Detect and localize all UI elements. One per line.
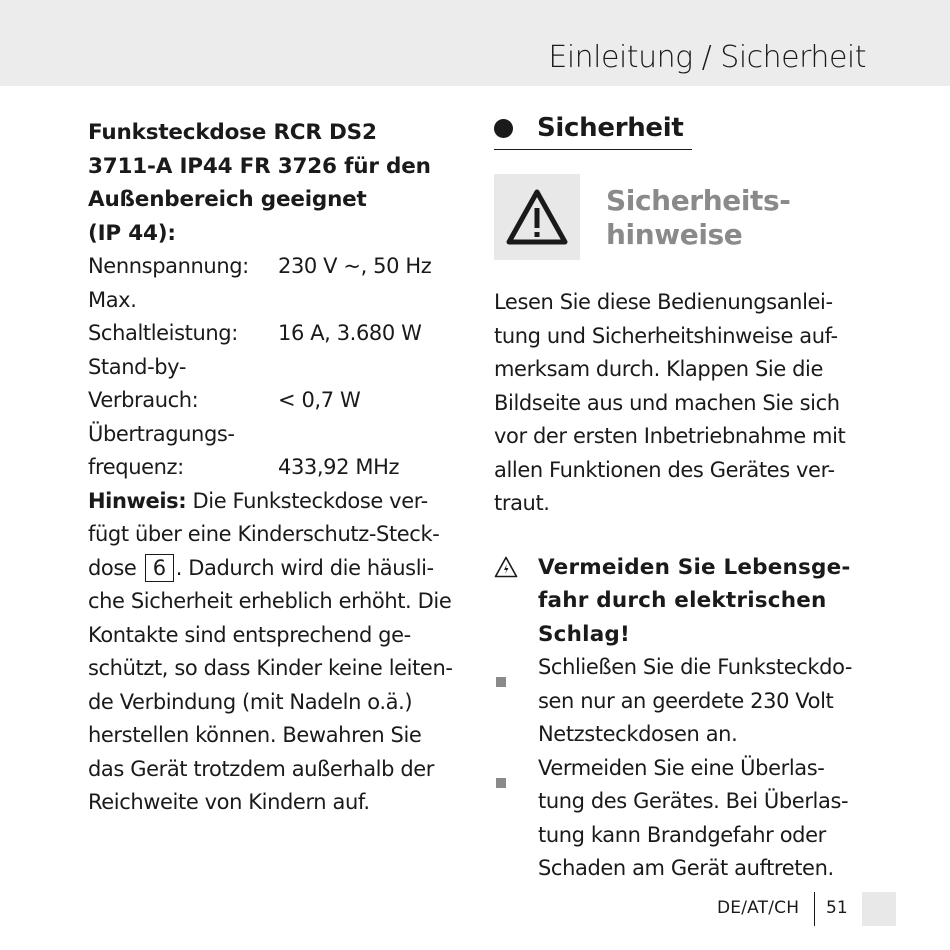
subheading — [606, 184, 791, 252]
intro-line: traut. — [494, 491, 550, 515]
spec-row — [88, 317, 460, 351]
note-label: Hinweis: — [88, 488, 187, 513]
intro-line: tung und Sicherheitshinweise auf- — [494, 323, 838, 348]
list-item — [494, 752, 866, 886]
list-line: tung kann Brandgefahr oder — [538, 822, 826, 847]
subheading-line: Sicherheits- — [606, 184, 791, 217]
spec-row — [88, 451, 460, 485]
page-number: 51 — [826, 898, 848, 918]
intro-paragraph — [494, 286, 866, 521]
list-line: sen nur an geerdete 230 Volt — [538, 688, 834, 713]
warning-line: Vermeiden Sie Lebensge- — [538, 554, 851, 580]
product-title-line: Funksteckdose RCR DS2 — [88, 120, 377, 145]
intro-line: Bildseite aus und machen Sie sich — [494, 390, 840, 415]
list-line: Netzsteckdosen an. — [538, 722, 738, 746]
subheading-line: hinweise — [606, 218, 743, 251]
spec-label: Nennspannung: — [88, 254, 249, 278]
warning-triangle-icon — [505, 188, 569, 246]
spec-value: 433,92 MHz — [278, 455, 400, 479]
note-line — [88, 552, 460, 586]
bullet-wrap — [494, 752, 538, 886]
product-title-line: 3711-A IP44 FR 3726 für den — [88, 153, 431, 179]
spec-value: 16 A, 3.680 W — [278, 321, 422, 345]
note-text: dose — [88, 555, 143, 580]
product-title — [88, 116, 460, 250]
right-column — [494, 113, 866, 886]
section-heading — [494, 113, 692, 150]
spec-value: 230 V ~, 50 Hz — [278, 254, 432, 278]
intro-line: vor der ersten Inbetriebnahme mit — [494, 424, 846, 448]
note-line — [88, 485, 460, 519]
note-line: fügt über eine Kinderschutz-Steck- — [88, 522, 440, 546]
note-line: schützt, so dass Kinder keine leiten- — [88, 656, 453, 680]
list-item-text — [538, 651, 852, 752]
spec-row — [88, 351, 460, 385]
footer-tab — [862, 892, 896, 926]
spec-row — [88, 284, 460, 318]
footer-divider — [814, 892, 815, 926]
note-line: Reichweite von Kindern auf. — [88, 790, 370, 814]
intro-line: Lesen Sie diese Bedienungsanlei- — [494, 290, 833, 314]
note-paragraph — [88, 485, 460, 820]
note-line: Kontakte sind entsprechend ge- — [88, 622, 411, 647]
intro-line: allen Funktionen des Gerätes ver- — [494, 457, 835, 482]
footer-region: DE/AT/CH — [717, 898, 800, 918]
warning-icon-box — [494, 174, 580, 260]
warning-line: fahr durch elektrischen — [538, 588, 827, 613]
warning-line: Schlag! — [538, 621, 631, 647]
left-column — [88, 116, 460, 820]
spec-value: < 0,7 W — [278, 388, 361, 412]
spec-row — [88, 250, 460, 284]
electric-hazard-icon — [494, 556, 518, 578]
product-title-line: Außenbereich geeignet — [88, 187, 367, 212]
list-line: Schließen Sie die Funksteckdo- — [538, 655, 853, 679]
bullet-wrap — [494, 651, 538, 752]
square-bullet-icon — [496, 677, 506, 687]
note-line: das Gerät trotzdem außerhalb der — [88, 756, 435, 781]
product-title-line: (IP 44): — [88, 220, 176, 246]
warning-title — [538, 551, 851, 652]
list-line: Vermeiden Sie eine Überlas- — [538, 755, 825, 780]
list-item — [494, 651, 866, 752]
page-title: Einleitung / Sicherheit — [548, 40, 866, 75]
square-bullet-icon — [496, 778, 506, 788]
list-item-text — [538, 752, 848, 886]
spec-value — [278, 284, 460, 318]
spec-label: Übertragungs- — [88, 421, 235, 446]
section-bullet-icon — [494, 119, 513, 138]
electric-warning — [494, 551, 866, 652]
spec-value — [278, 351, 460, 385]
intro-line: merksam durch. Klappen Sie die — [494, 357, 824, 381]
spec-row — [88, 384, 460, 418]
safety-notes-header — [494, 174, 866, 262]
spec-label: frequenz: — [88, 455, 184, 479]
note-line: herstellen können. Bewahren Sie — [88, 723, 422, 747]
tri-wrap — [494, 551, 538, 652]
list-line: tung des Gerätes. Bei Überlas- — [538, 789, 849, 813]
note-text: . Dadurch wird die häusli- — [175, 555, 434, 580]
spec-label: Verbrauch: — [88, 388, 199, 412]
spec-table — [88, 250, 460, 485]
section-title: Sicherheit — [537, 113, 684, 143]
note-line: de Verbindung (mit Nadeln o.ä.) — [88, 689, 413, 714]
spec-row — [88, 418, 460, 452]
spec-label: Schaltleistung: — [88, 321, 238, 345]
spec-label: Max. — [88, 287, 137, 312]
spec-value — [278, 418, 460, 452]
spec-label: Stand-by- — [88, 354, 187, 379]
list-line: Schaden am Gerät auftreten. — [538, 856, 834, 880]
note-text: Die Funksteckdose ver- — [186, 488, 428, 513]
bullet-list — [494, 651, 866, 886]
note-line: che Sicherheit erheblich erhöht. Die — [88, 589, 452, 613]
figure-reference-box: 6 — [145, 554, 174, 582]
